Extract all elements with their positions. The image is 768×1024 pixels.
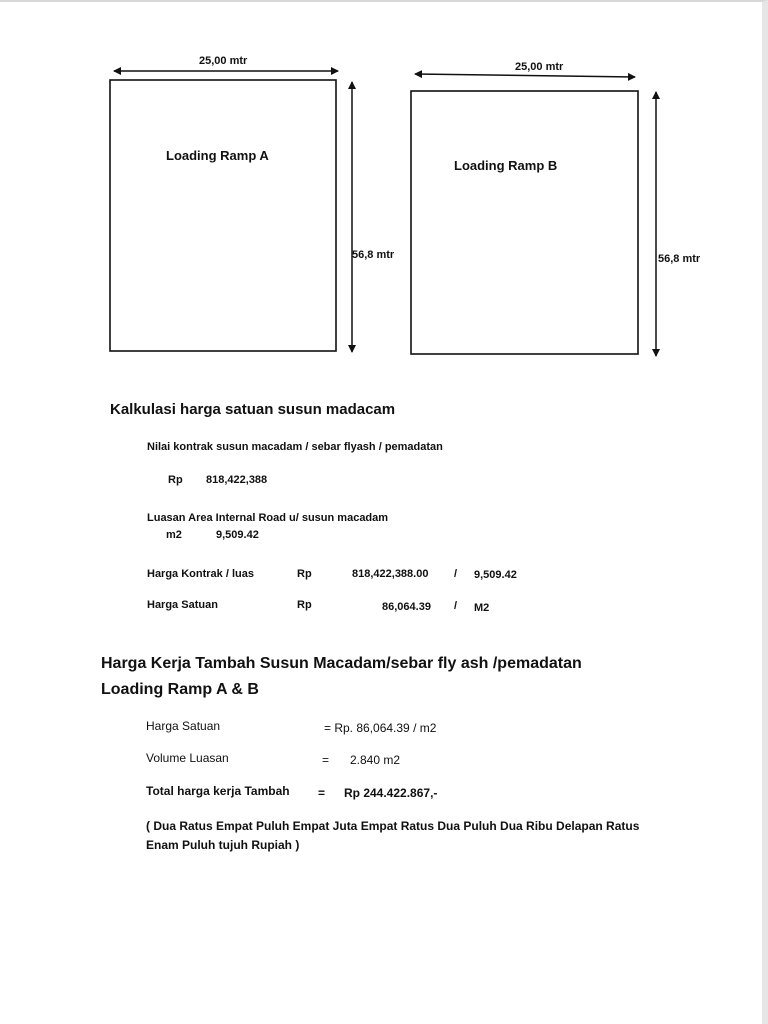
contract-per-area-operator: / [454,568,458,580]
extra-unit-price-label: Harga Satuan [146,719,221,733]
volume-label: Volume Luasan [146,751,229,765]
area-label: Luasan Area Internal Road u/ susun macadam [147,512,389,524]
extra-unit-price-value: = Rp. 86,064.39 / m2 [324,721,437,735]
contract-per-area-currency: Rp [297,568,312,580]
ramp-a-length-label: 56,8 mtr [352,249,395,261]
calc-heading: Kalkulasi harga satuan susun madacam [110,401,396,418]
ramp-b-length-label: 56,8 mtr [658,253,701,265]
ramp-b-width-label: 25,00 mtr [515,61,564,73]
site-plan-drawing [0,2,768,382]
unit-price-row-unit: M2 [474,602,490,614]
contract-label: Nilai kontrak susun macadam / sebar flyash / pemadatan [147,441,443,453]
contract-per-area-value: 818,422,388.00 [352,568,429,580]
contract-currency: Rp [168,474,183,486]
contract-per-area-divisor: 9,509.42 [474,569,517,581]
amount-in-words-line1: ( Dua Ratus Empat Puluh Empat Juta Empat Ratus Dua Puluh Dua Ribu Delapan Ratus [146,819,640,833]
amount-in-words-line2: Enam Puluh tujuh Rupiah ) [146,838,300,852]
unit-price-row-label: Harga Satuan [147,599,218,611]
total-value: Rp 244.422.867,- [344,786,438,800]
total-label: Total harga kerja Tambah [146,784,290,798]
area-unit: m2 [166,529,182,541]
extra-heading-line1: Harga Kerja Tambah Susun Macadam/sebar fly ash /pemadatan [101,655,582,672]
unit-price-row-value: 86,064.39 [382,601,431,613]
area-value: 9,509.42 [216,529,259,541]
volume-value: 2.840 m2 [350,753,401,767]
ramp-a-label: Loading Ramp A [166,148,269,163]
unit-price-row-currency: Rp [297,599,312,611]
ramp-b-label: Loading Ramp B [454,158,558,173]
ramp-b-outline [411,91,638,354]
extra-heading-line2: Loading Ramp A & B [101,681,259,698]
total-equals: = [318,786,326,800]
unit-price-row-operator: / [454,600,458,612]
ramp-a-width-label: 25,00 mtr [199,55,248,67]
ramp-a-outline [110,80,336,351]
volume-equals: = [322,753,330,767]
ramp-b-width-dimension [415,74,635,77]
contract-value: 818,422,388 [206,474,268,486]
contract-per-area-label: Harga Kontrak / luas [147,568,254,580]
